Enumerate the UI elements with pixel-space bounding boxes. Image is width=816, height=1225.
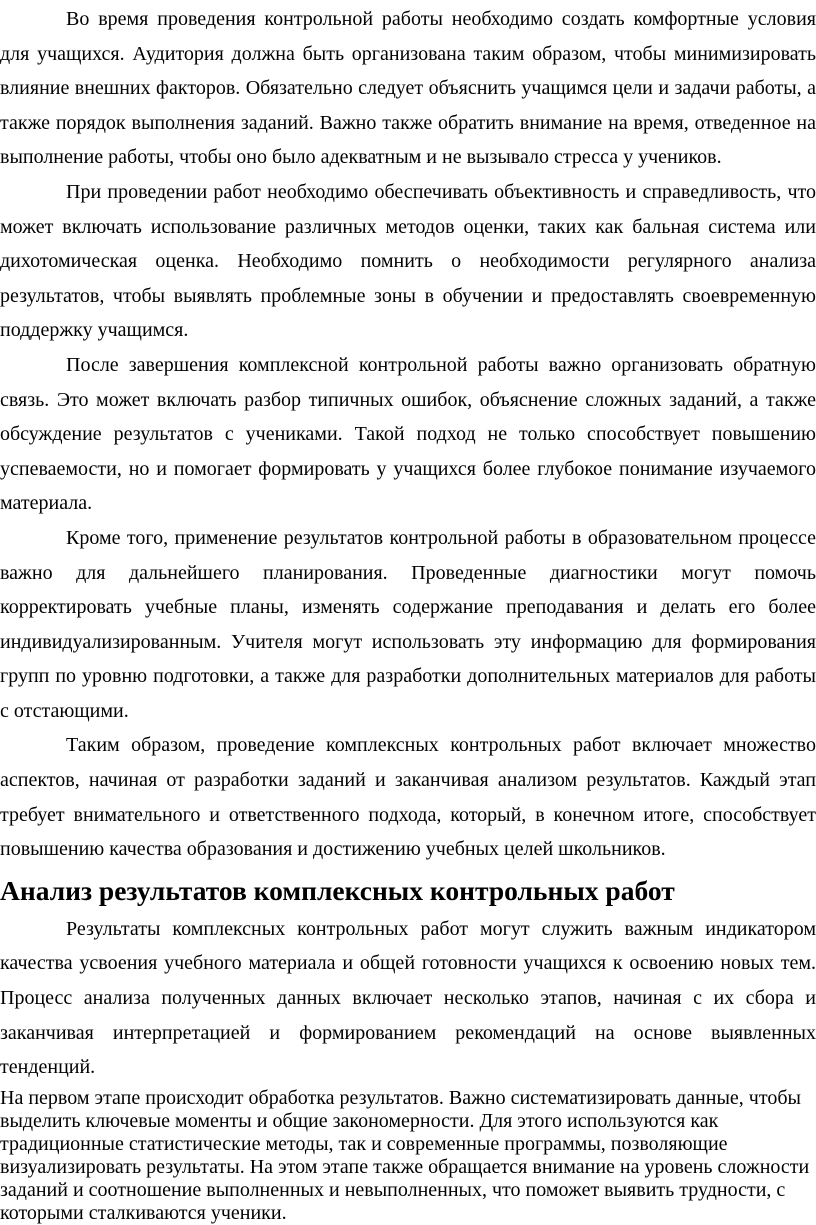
section-heading: Анализ результатов комплексных контрольных работ bbox=[0, 874, 675, 906]
paragraph-analysis-intro: Результаты комплексных контрольных работ могут служить важным индикатором качества усвоения учебного материала и общей готовности учащихся к освоению новых тем. Процесс анализа полученных данных включает несколько этапов, начиная с их сбора и заканчивая интерпретацией и формированием рекомендаций на основе выявленных тенденций. bbox=[0, 917, 816, 1079]
paragraph-planning: Кроме того, применение результатов контрольной работы в образовательном процессе важно для дальнейшего планирования. Проведенные диагностики могут помочь корректировать учебные планы, изменять содержание преподавания и делать его более индивидуализированным. Учителя могут использовать эту информацию для формирования групп по уровню подготовки, а также для разработки дополнительных материалов для работы с отстающими. bbox=[0, 526, 816, 722]
paragraph-feedback: После завершения комплексной контрольной работы важно организовать обратную связь. Это может включать разбор типичных ошибок, объяснение сложных заданий, а также обсуждение результатов с учениками. Такой подход не только способствует повышению успеваемости, но и помогает формировать у учащихся более глубокое понимание изучаемого материала. bbox=[0, 353, 816, 515]
paragraph-conclusion: Таким образом, проведение комплексных контрольных работ включает множество аспектов, начиная от разработки заданий и заканчивая анализом результатов. Каждый этап требует внимательного и ответственного подхода, который, в конечном итоге, способствует повышению качества образования и достижению учебных целей школьников. bbox=[0, 734, 816, 861]
paragraph-objectivity: При проведении работ необходимо обеспечивать объективность и справедливость, что может включать использование различных методов оценки, таких как бальная система или дихотомическая оценка. Необходимо помнить о необходимости регулярного анализа результатов, чтобы выявлять проблемные зоны в обучении и предоставлять своевременную поддержку учащимся. bbox=[0, 180, 816, 342]
paragraph-conditions: Во время проведения контрольной работы необходимо создать комфортные условия для учащихся. Аудитория должна быть организована таким образом, чтобы минимизировать влияние внешних факторов. Обязательно следует объяснить учащимся цели и задачи работы, а также порядок выполнения заданий. Важно также обратить внимание на время, отведенное на выполнение работы, чтобы оно было адекватным и не вызывало стресса у учеников. bbox=[0, 8, 816, 169]
paragraph-processing: На первом этапе происходит обработка результатов. Важно систематизировать данные, чтобы выделить ключевые моменты и общие закономерности. Для этого используются как традиционные статистические методы, так и современные программы, позволяющие визуализировать результаты. На этом этапе также обращается внимание на уровень сложности заданий и соотношение выполненных и невыполненных, что поможет выявить трудности, с которыми сталкиваются ученики. bbox=[0, 1086, 810, 1224]
